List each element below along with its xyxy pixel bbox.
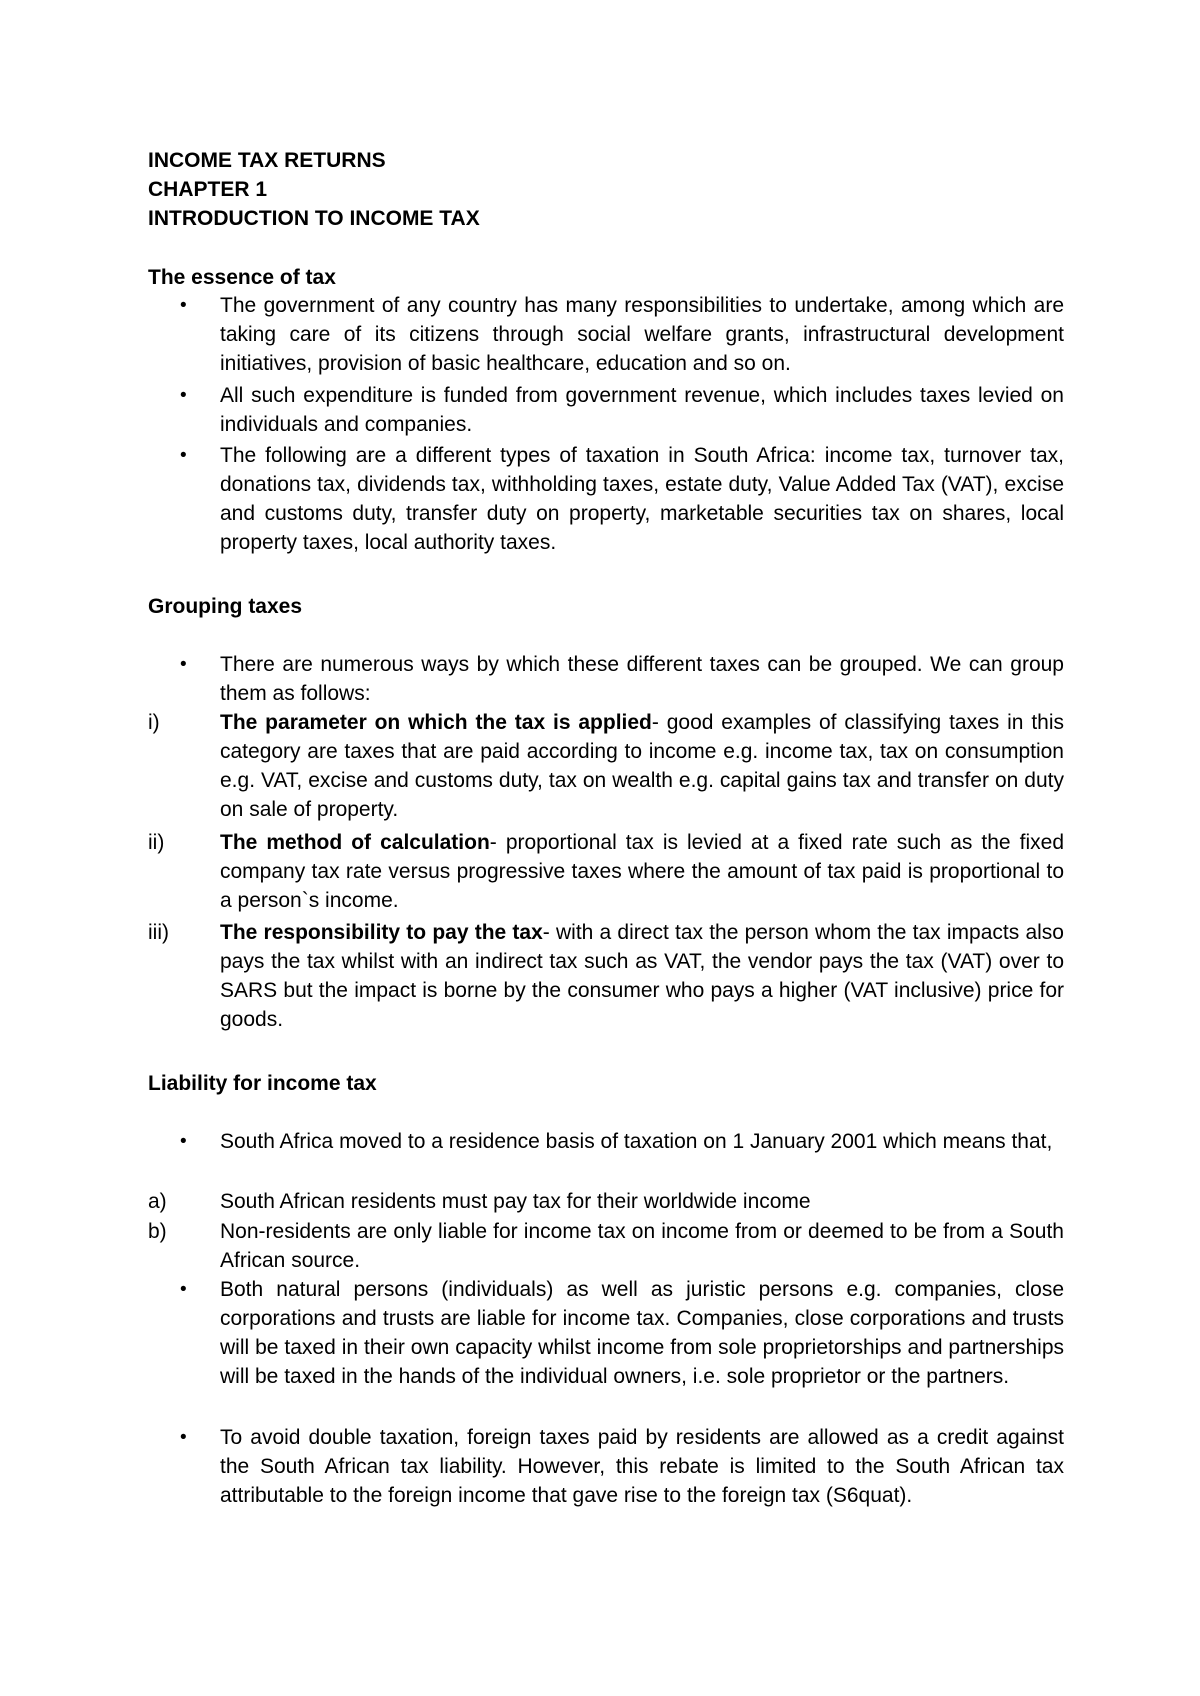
list-item-text xyxy=(220,828,1064,915)
roman-marker: ii) xyxy=(148,831,165,854)
section-heading-liability: Liability for income tax xyxy=(148,1072,377,1095)
list-item-lead: The responsibility to pay the tax xyxy=(220,921,543,944)
section-heading-essence: The essence of tax xyxy=(148,266,336,289)
bullet-marker: • xyxy=(180,1279,187,1300)
list-item-text xyxy=(220,708,1064,824)
list-item-text: Both natural persons (individuals) as well as juristic persons e.g. companies, close corporations and trusts are liable for income tax. Companies, close corporations and trusts will be taxed in their own capacity whilst income from sole proprietorships and partnerships will be taxed in the hands of the individual owners, i.e. sole proprietor or the partners. xyxy=(220,1278,1064,1388)
letter-marker: b) xyxy=(148,1220,167,1243)
bullet-marker: • xyxy=(180,385,187,406)
list-item-text: The government of any country has many responsibilities to undertake, among which are taking care of its citizens through social welfare grants, infrastructural development initiatives, provision of basic healthcare, education and so on. xyxy=(220,294,1064,375)
list-item-text: The following are a different types of taxation in South Africa: income tax, turnover tax, donations tax, dividends tax, withholding taxes, estate duty, Value Added Tax (VAT), excise and customs duty, transfer duty on property, marketable securities tax on shares, local property taxes, local authority taxes. xyxy=(220,444,1064,554)
title-line-2: CHAPTER 1 xyxy=(148,178,268,201)
list-item-body: - with a direct tax the person whom the tax impacts also pays the tax whilst with an indirect tax such as VAT, the vendor pays the tax (VAT) over to SARS but the impact is borne by the consumer who pays a higher (VAT inclusive) price for goods. xyxy=(220,921,1064,1031)
bullet-marker: • xyxy=(180,445,187,466)
list-item-text: South Africa moved to a residence basis of taxation on 1 January 2001 which means that, xyxy=(220,1130,1053,1153)
bullet-marker: • xyxy=(180,1427,187,1448)
list-item-text: South African residents must pay tax for their worldwide income xyxy=(220,1190,811,1213)
roman-marker: iii) xyxy=(148,921,169,944)
list-item-body: - proportional tax is levied at a fixed rate such as the fixed company tax rate versus progressive taxes where the amount of tax paid is proportional to a person`s income. xyxy=(220,831,1064,912)
bullet-marker: • xyxy=(180,1131,187,1152)
bullet-marker: • xyxy=(180,295,187,316)
list-item-text: Non-residents are only liable for income tax on income from or deemed to be from a South African source. xyxy=(220,1220,1064,1272)
bullet-marker: • xyxy=(180,654,187,675)
document-title xyxy=(148,146,1048,233)
list-item-text xyxy=(220,918,1064,1034)
roman-marker: i) xyxy=(148,711,160,734)
list-item-text: All such expenditure is funded from government revenue, which includes taxes levied on individuals and companies. xyxy=(220,384,1064,436)
list-item-lead: The method of calculation xyxy=(220,831,490,854)
list-item-text: There are numerous ways by which these different taxes can be grouped. We can group them as follows: xyxy=(220,653,1064,705)
letter-marker: a) xyxy=(148,1190,167,1213)
list-item-lead: The parameter on which the tax is applied xyxy=(220,711,652,734)
title-line-1: INCOME TAX RETURNS xyxy=(148,149,386,172)
list-item-body: - good examples of classifying taxes in this category are taxes that are paid according to income e.g. income tax, tax on consumption e.g. VAT, excise and customs duty, tax on wealth e.g. capital gains tax and transfer on duty on sale of property. xyxy=(220,711,1065,821)
list-item-text: To avoid double taxation, foreign taxes paid by residents are allowed as a credit against the South African tax liability. However, this rebate is limited to the South African tax attributable to the foreign income that gave rise to the foreign tax (S6quat). xyxy=(220,1426,1064,1507)
section-heading-grouping: Grouping taxes xyxy=(148,595,303,618)
title-line-3: INTRODUCTION TO INCOME TAX xyxy=(148,207,480,230)
